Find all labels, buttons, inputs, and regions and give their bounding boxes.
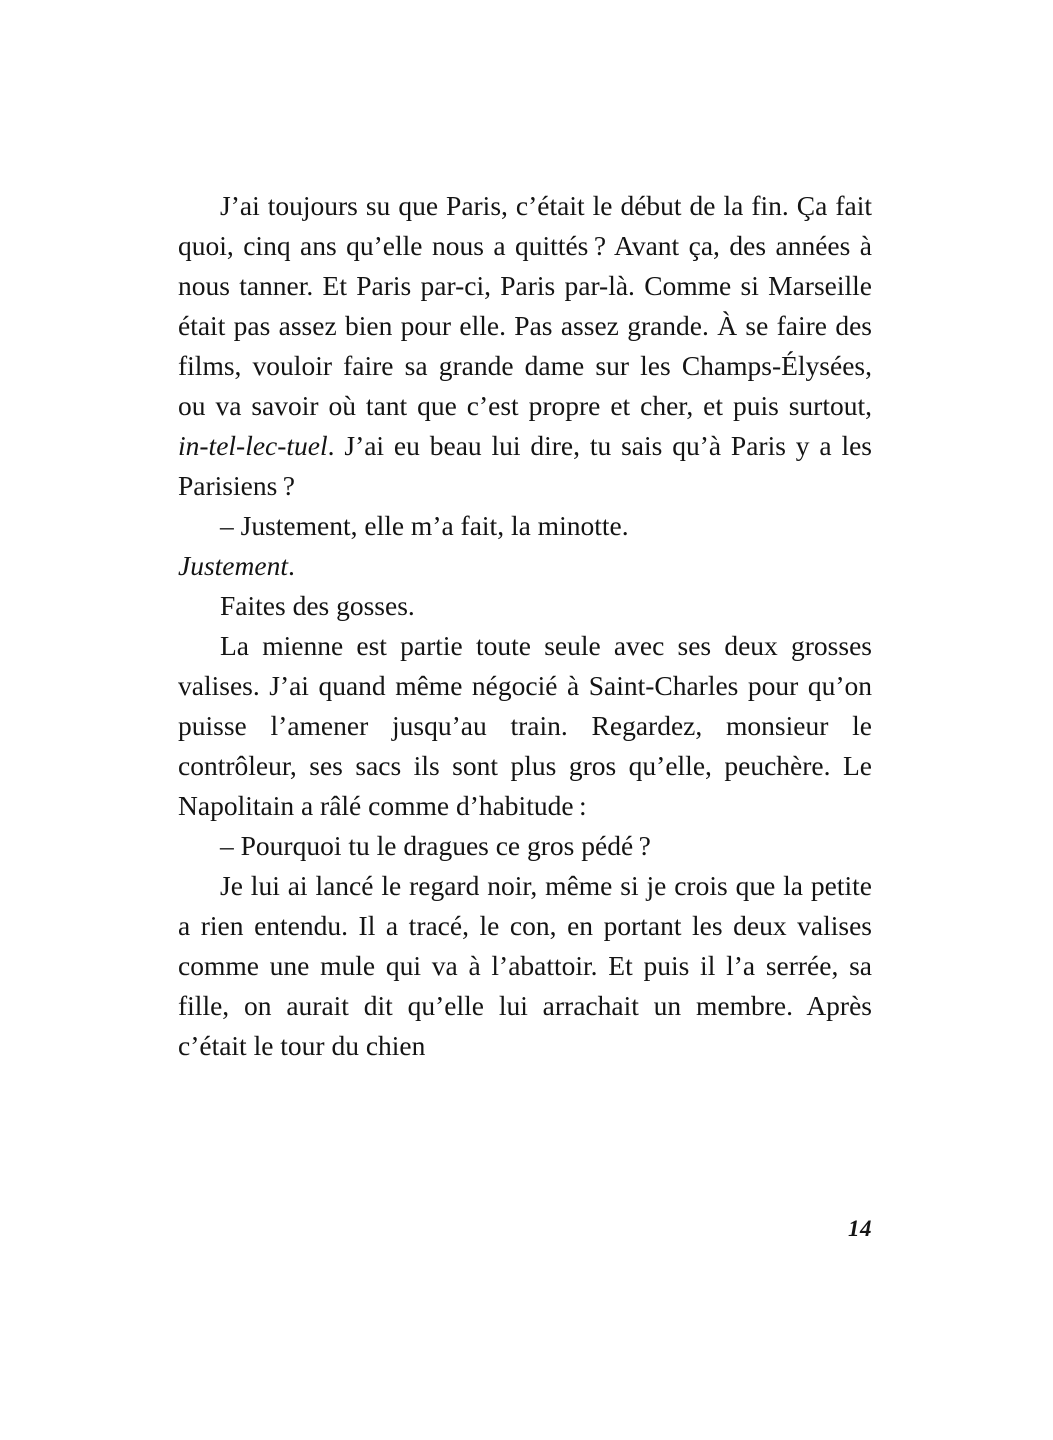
paragraph-narrative bbox=[178, 586, 872, 626]
text-run: – Justement, elle m’a fait, la minotte. bbox=[220, 510, 629, 541]
text-run: J’ai toujours su que Paris, c’était le début de la fin. Ça fait quoi, cinq ans qu’elle nous a quittés ? Avant ça, des années à nous tanner. Et Paris par-ci, Paris par-là. Comme si Marseille était pas assez bien pour elle. Pas assez grande. À se faire des films, vouloir faire sa grande dame sur les Champs-Élysées, ou va savoir où tant que c’est propre et cher, et puis surtout, bbox=[178, 190, 872, 421]
emphasized-text: in-tel-lec-tuel bbox=[178, 430, 328, 461]
paragraph-narrative bbox=[178, 626, 872, 826]
text-run: La mienne est partie toute seule avec ses deux grosses valises. J’ai quand même négocié à Saint-Charles pour qu’on puisse l’amener jusqu’au train. Regardez, monsieur le contrôleur, ses sacs ils sont plus gros qu’elle, peuchère. Le Napolitain a râlé comme d’habitude : bbox=[178, 630, 872, 821]
text-run: . J’ai eu beau lui dire, tu sais qu’à Paris y a les Parisiens ? bbox=[178, 430, 872, 501]
paragraph-emphasis-line bbox=[178, 546, 872, 586]
page-text-block bbox=[178, 186, 872, 1066]
paragraph-narrative bbox=[178, 186, 872, 506]
paragraph-narrative bbox=[178, 866, 872, 1066]
text-run: Je lui ai lancé le regard noir, même si je crois que la petite a rien entendu. Il a tracé, le con, en portant les deux valises comme une mule qui va à l’abattoir. Et puis il l’a serrée, sa fille, on aurait dit qu’elle lui arrachait un membre. Après c’était le tour du chien bbox=[178, 870, 872, 1061]
text-run: – Pourquoi tu le dragues ce gros pédé ? bbox=[220, 830, 651, 861]
page-number: 14 bbox=[848, 1216, 872, 1241]
text-run: Faites des gosses. bbox=[220, 590, 415, 621]
paragraph-dialogue bbox=[178, 506, 872, 546]
text-run: . bbox=[287, 550, 295, 581]
emphasized-text: Justement bbox=[178, 550, 288, 581]
paragraph-dialogue bbox=[178, 826, 872, 866]
